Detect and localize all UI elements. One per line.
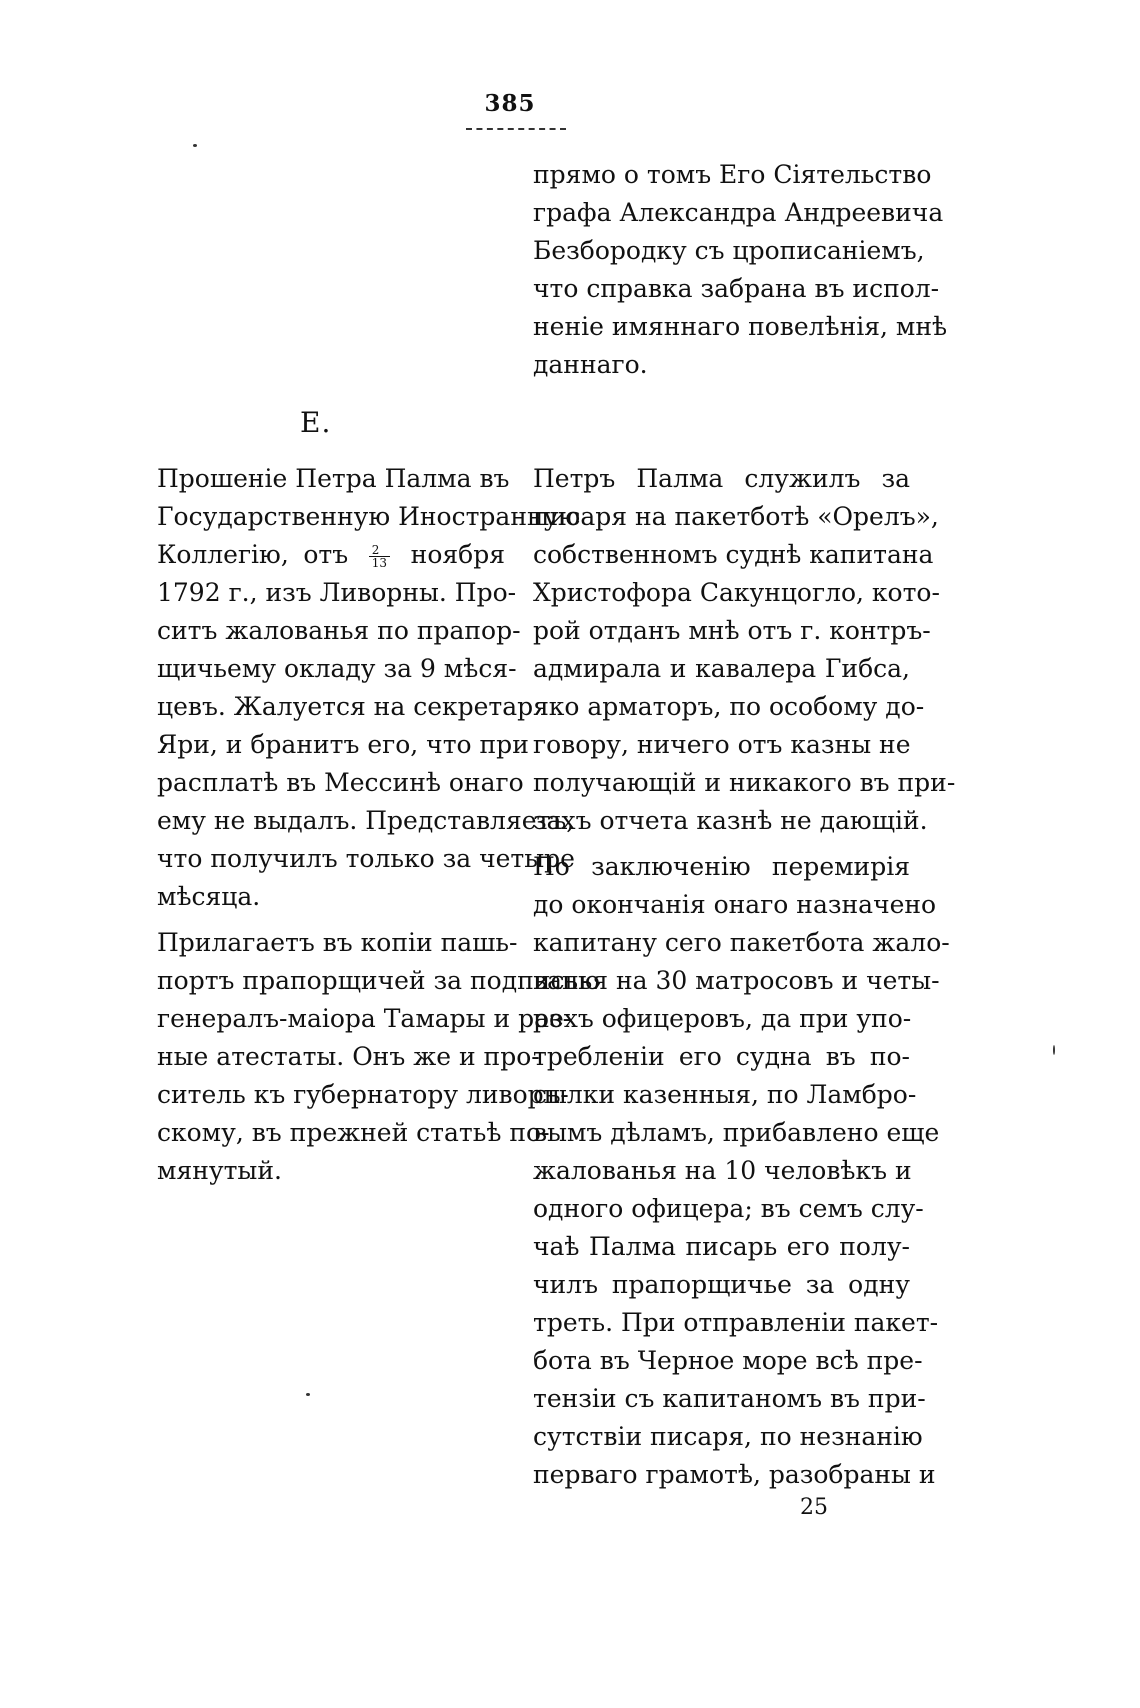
speck-1 [193, 144, 197, 147]
text-line: цевъ. Жалуется на секретаря [157, 692, 549, 721]
text-line: вымъ дѣламъ, прибавлено еще [533, 1118, 940, 1147]
text-line: Яри, и бранитъ его, что при [157, 730, 529, 759]
text-line: прямо о томъ Его Сiятельство [533, 160, 932, 189]
text-fragment: ноября [410, 540, 505, 569]
text-line: щичьему окладу за 9 мѣся- [157, 654, 517, 683]
text-line: даннаго. [533, 350, 648, 379]
text-line: захъ отчета казнѣ не дающiй. [533, 806, 928, 835]
right-paragraph-2 [533, 848, 950, 1494]
section-letter: E. [300, 406, 332, 439]
text-line: портъ прапорщичей за подписью [157, 966, 600, 995]
text-line: собственномъ суднѣ капитана [533, 540, 934, 569]
text-line: ные атестаты. Онъ же и про- [157, 1042, 540, 1071]
text-line: рой отданъ мнѣ отъ г. контръ- [533, 616, 931, 645]
text-line: графа Александра Андреевича [533, 198, 944, 227]
right-top-paragraph [533, 156, 948, 384]
text-line: сутствiи писаря, по незнанiю [533, 1422, 923, 1451]
text-line: сылки казенныя, по Ламбро- [533, 1080, 917, 1109]
date-fraction [369, 544, 390, 569]
signature-mark: 25 [800, 1495, 828, 1520]
text-line: перваго грамотѣ, разобраны и [533, 1460, 936, 1489]
right-paragraph-1 [533, 460, 956, 840]
text-line: одного офицера; въ семъ слу- [533, 1194, 924, 1223]
fraction-numerator: 2 [369, 544, 390, 557]
text-line: скому, въ прежней статьѣ по- [157, 1118, 550, 1147]
text-line: ему не выдалъ. Представляетъ, [157, 806, 575, 835]
text-line: Государственную Иностранную [157, 502, 581, 531]
paragraph-gap [533, 840, 910, 848]
date-line [157, 536, 505, 574]
text-line: получающiй и никакого въ при- [533, 768, 956, 797]
text-line: ванья на 30 матросовъ и четы- [533, 966, 940, 995]
text-line: писаря на пакетботѣ «Орелъ», [533, 502, 939, 531]
text-fragment: отъ [303, 540, 349, 569]
text-line: рехъ офицеровъ, да при упо- [533, 1004, 912, 1033]
text-line: жалованья на 10 человѣкъ и [533, 1156, 912, 1185]
text-line: ситель къ губернатору ливорн- [157, 1080, 569, 1109]
text-line: По заключенiю перемирiя [533, 852, 910, 881]
text-line: капитану сего пакетбота жало- [533, 928, 950, 957]
left-column [157, 460, 600, 1190]
text-line: говору, ничего отъ казны не [533, 730, 911, 759]
text-line: яко арматоръ, по особому до- [533, 692, 925, 721]
text-line: треть. При отправленiи пакет- [533, 1308, 939, 1337]
paragraph-gap [157, 916, 505, 924]
speck-2 [306, 1393, 310, 1396]
text-line: чаѣ Палма писарь его полу- [533, 1232, 910, 1261]
left-paragraph-1 [157, 460, 581, 916]
page-number: 385 [484, 90, 536, 117]
text-line: чилъ прапорщичье за одну [533, 1270, 910, 1299]
text-line: тензiи съ капитаномъ въ при- [533, 1384, 926, 1413]
text-fragment: Коллегiю, [157, 540, 289, 569]
text-line: Петръ Палма служилъ за [533, 464, 910, 493]
text-line: что справка забрана въ испол- [533, 274, 940, 303]
text-line: ситъ жалованья по прапор- [157, 616, 521, 645]
page-number-rule [466, 128, 566, 130]
text-line: Прошенiе Петра Палма въ [157, 464, 510, 493]
text-line: мянутый. [157, 1156, 282, 1185]
text-line: адмирала и кавалера Гибса, [533, 654, 910, 683]
fraction-denominator: 13 [371, 556, 388, 570]
text-line: до окончанiя онаго назначено [533, 890, 937, 919]
text-line: 1792 г., изъ Ливорны. Про- [157, 578, 517, 607]
right-column [533, 460, 956, 1494]
text-line: что получилъ только за четыре [157, 844, 575, 873]
text-line: генералъ-маiора Тамары и раз- [157, 1004, 572, 1033]
text-line: расплатѣ въ Мессинѣ онаго [157, 768, 524, 797]
text-line: Прилагаетъ въ копiи пашь- [157, 928, 518, 957]
text-line: мѣсяца. [157, 882, 261, 911]
left-paragraph-2 [157, 924, 600, 1190]
text-line: бота въ Черное море всѣ пре- [533, 1346, 923, 1375]
text-line: Христофора Сакунцогло, кото- [533, 578, 940, 607]
text-line: ненiе имяннаго повелѣнiя, мнѣ [533, 312, 948, 341]
text-line: Безбородку съ црописанiемъ, [533, 236, 925, 265]
speck-3 [1053, 1045, 1055, 1055]
text-line: требленiи его судна въ по- [533, 1042, 910, 1071]
